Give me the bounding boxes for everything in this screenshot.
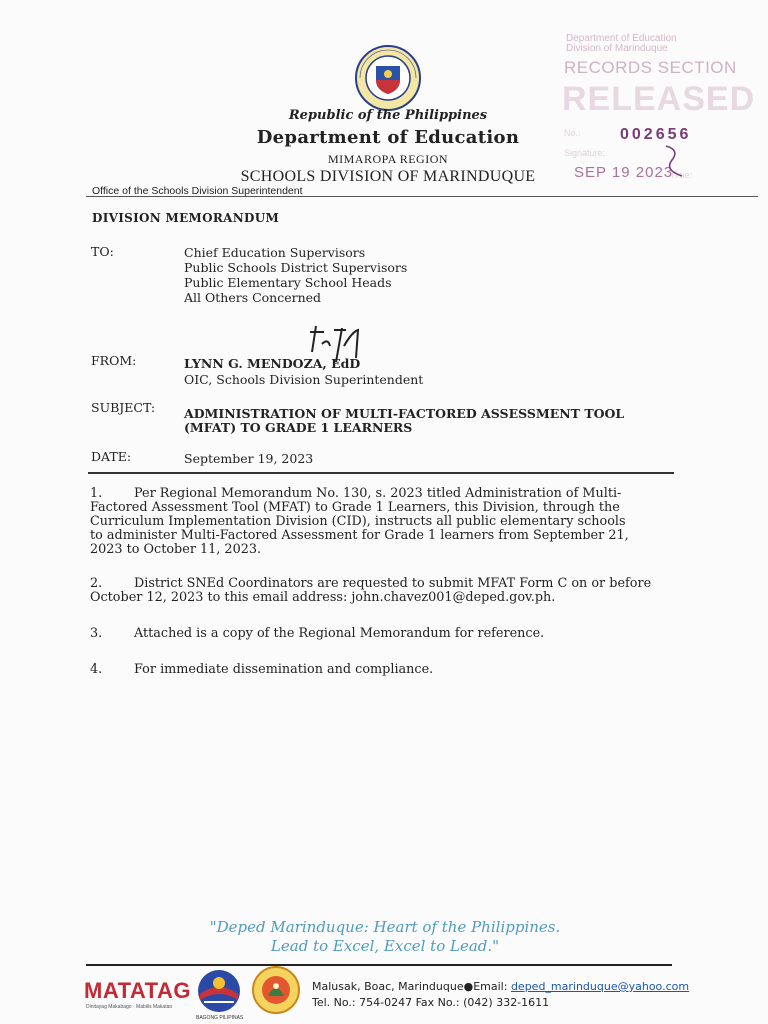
paragraph-4: 4. For immediate dissemination and compliance. [90,662,434,677]
stamp-dept: Department of Education Division of Marinduque [566,33,677,54]
division-motto [160,918,610,956]
to-recipient: All Others Concerned [184,290,322,305]
paragraph-number: 4. [90,662,103,677]
bagong-pilipinas-label: BAGONG PILIPINAS [196,1015,244,1021]
to-recipient: Chief Education Supervisors [184,245,366,260]
stamp-date: SEP 19 2023 [574,164,674,181]
deped-seal-icon [354,44,422,112]
paragraph-line: 1. Per Regional Memorandum No. 130, s. 2023 titled Administration of Multi- [90,486,622,501]
subject-line: ADMINISTRATION OF MULTI-FACTORED ASSESSMENT TOOL [184,406,625,421]
from-title: OIC, Schools Division Superintendent [184,372,424,387]
motto-line: Lead to Excel, Excel to Lead." [270,937,500,955]
stamp-number: 002656 [620,126,692,143]
paragraph-2 [90,577,672,605]
stamp-signature-label: Signature: [564,148,606,158]
from-label: FROM: [91,353,137,368]
stamp-initial-signature [660,140,693,180]
matatag-logo: MATATAG [84,978,191,1003]
to-label: TO: [91,244,114,259]
division-heading: SCHOOLS DIVISION OF MARINDUQUE [240,168,536,185]
to-recipient: Public Schools District Supervisors [184,260,408,275]
paragraph-line: Factored Assessment Tool (MFAT) to Grade 1 Learners, this Division, through the [90,500,620,515]
date-divider [88,472,674,474]
records-released-stamp [560,28,756,190]
paragraph-1 [90,487,672,557]
stamp-no-label: No.: [564,128,581,138]
footer-address: Malusak, Boac, Marinduque●Email: deped_marinduque@yahoo.com [312,980,690,993]
office-label: Office of the Schools Division Superintendent [92,185,303,197]
stamp-time-label: Time: [670,170,693,180]
paragraph-line: Curriculum Implementation Division (CID), instructs all public elementary schools [90,514,626,529]
footer-phone: Tel. No.: 754-0247 Fax No.: (042) 332-1611 [312,996,550,1009]
paragraph-line: 2023 to October 11, 2023. [90,542,262,557]
paragraph-line: 2. District SNEd Coordinators are requested to submit MFAT Form C on or before [90,576,652,591]
stamp-records: RECORDS SECTION [564,58,737,77]
to-recipient: Public Elementary School Heads [184,275,392,290]
stamp-released: RELEASED [562,80,756,118]
motto-line: "Deped Marinduque: Heart of the Philippines. [209,918,561,936]
bagong-pilipinas-logo-icon [196,968,242,1014]
department-heading: Department of Education [256,127,520,148]
paragraph-line: October 12, 2023 to this email address: john.chavez001@deped.gov.ph. [90,590,556,605]
paragraph-number: 1. [90,486,103,501]
paragraph-number: 3. [90,626,103,641]
sdo-marinduque-seal-icon [252,966,300,1014]
footer-email-link[interactable]: deped_marinduque@yahoo.com [510,980,690,993]
paragraph-number: 2. [90,576,103,591]
matatag-tagline: Dinitayag Makabago · Mabilis Makatao [86,1004,173,1010]
paragraph-3: 3. Attached is a copy of the Regional Memorandum for reference. [90,626,545,641]
from-name: LYNN G. MENDOZA, EdD [184,356,361,371]
subject-line: (MFAT) TO GRADE 1 LEARNERS [184,420,413,435]
memo-title: DIVISION MEMORANDUM [92,211,280,225]
region-heading: MIMAROPA REGION [327,152,449,166]
paragraph-line: to administer Multi-Factored Assessment for Grade 1 learners from September 21, [90,528,629,543]
date-label: DATE: [91,449,132,464]
memo-date: September 19, 2023 [184,451,314,466]
subject-label: SUBJECT: [91,400,156,415]
footer-divider [86,964,672,966]
republic-heading: Republic of the Philippines [288,108,488,123]
